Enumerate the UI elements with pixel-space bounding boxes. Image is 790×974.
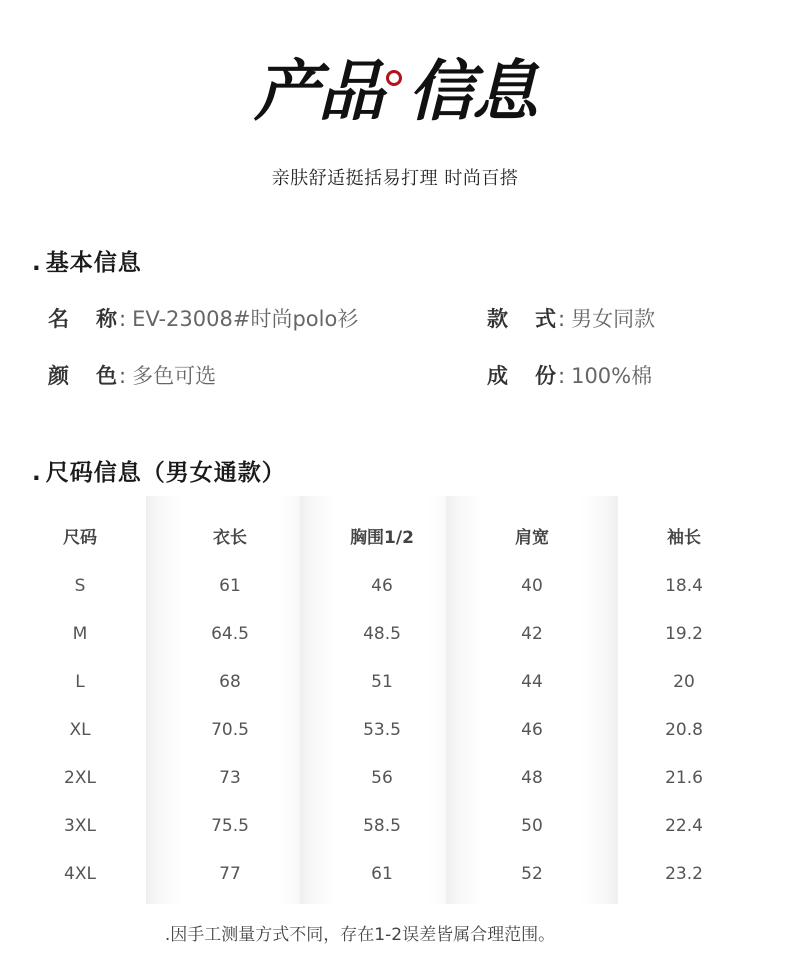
- info-value-style: 男女同款: [571, 307, 656, 331]
- info-value-name: EV-23008#时尚polo衫: [132, 307, 359, 331]
- title-part-info: 信息: [408, 52, 536, 130]
- table-cell: 4XL: [64, 864, 96, 884]
- info-key-char: 色: [96, 364, 117, 388]
- info-key-char: 称: [96, 307, 117, 331]
- table-cell: 50: [521, 816, 543, 836]
- info-key-char: 式: [535, 307, 556, 331]
- table-cell: 52: [521, 864, 543, 884]
- table-cell: 44: [521, 672, 543, 692]
- info-row-name: [48, 303, 358, 333]
- table-cell: 61: [371, 864, 393, 884]
- column-header: 袖长: [667, 528, 701, 548]
- info-row-material: [487, 360, 652, 390]
- info-key-char: 成: [487, 364, 508, 388]
- table-cell: M: [72, 624, 88, 644]
- info-row-color: [48, 360, 216, 390]
- table-cell: 58.5: [363, 816, 401, 836]
- column-header: 肩宽: [515, 528, 549, 548]
- size-table: [0, 496, 770, 904]
- table-cell: 77: [219, 864, 241, 884]
- table-cell: S: [74, 576, 86, 596]
- table-cell: 51: [371, 672, 393, 692]
- info-key: [487, 360, 556, 390]
- table-cell: 64.5: [211, 624, 249, 644]
- table-cell: 75.5: [211, 816, 249, 836]
- table-cell: 68: [219, 672, 241, 692]
- column-header: 胸围1/2: [350, 528, 414, 548]
- size-info-heading: [32, 454, 286, 487]
- table-cell: 22.4: [665, 816, 703, 836]
- table-cell: 19.2: [665, 624, 703, 644]
- info-separator: :: [558, 364, 566, 388]
- table-cell: 53.5: [363, 720, 401, 740]
- table-cell: 73: [219, 768, 241, 788]
- table-cell: 20: [673, 672, 695, 692]
- title-part-product: 产品: [254, 52, 382, 130]
- size-column-sleeve: [602, 496, 766, 904]
- table-cell: 61: [219, 576, 241, 596]
- size-column-chest: [300, 496, 464, 904]
- info-value-material: 100%棉: [571, 364, 653, 388]
- page-title: [0, 48, 790, 134]
- basic-info-heading-text: 基本信息: [45, 250, 142, 276]
- table-cell: L: [75, 672, 85, 692]
- table-cell: 48: [521, 768, 543, 788]
- heading-dot: .: [32, 250, 42, 276]
- info-row-style: [487, 303, 655, 333]
- info-separator: :: [558, 307, 566, 331]
- table-cell: 18.4: [665, 576, 703, 596]
- table-cell: 48.5: [363, 624, 401, 644]
- info-key-char: 名: [48, 307, 69, 331]
- table-cell: 23.2: [665, 864, 703, 884]
- table-cell: 56: [371, 768, 393, 788]
- title-accent-circle: [386, 70, 402, 86]
- heading-dot: .: [32, 460, 42, 486]
- subtitle: 亲肤舒适挺括易打理 时尚百搭: [271, 168, 519, 189]
- table-cell: 70.5: [211, 720, 249, 740]
- size-column-length: [146, 496, 314, 904]
- table-cell: 21.6: [665, 768, 703, 788]
- info-separator: :: [119, 307, 127, 331]
- info-key-char: 款: [487, 307, 508, 331]
- size-column-shoulder: [446, 496, 618, 904]
- table-cell: XL: [69, 720, 91, 740]
- info-key: [487, 303, 556, 333]
- info-key-char: 颜: [48, 364, 69, 388]
- measurement-footnote: .因手工测量方式不同，存在1-2误差皆属合理范围。: [164, 925, 556, 945]
- table-cell: 46: [371, 576, 393, 596]
- column-header: 尺码: [63, 528, 97, 548]
- info-separator: :: [119, 364, 127, 388]
- table-cell: 42: [521, 624, 543, 644]
- table-cell: 3XL: [64, 816, 96, 836]
- info-value-color: 多色可选: [132, 364, 217, 388]
- column-header: 衣长: [213, 528, 247, 548]
- table-cell: 40: [521, 576, 543, 596]
- basic-info-heading: [32, 244, 142, 277]
- size-column-size: [0, 496, 160, 904]
- size-info-heading-text: 尺码信息（男女通款）: [45, 460, 286, 486]
- table-cell: 20.8: [665, 720, 703, 740]
- table-cell: 2XL: [64, 768, 96, 788]
- table-cell: 46: [521, 720, 543, 740]
- info-key: [48, 360, 117, 390]
- info-key-char: 份: [535, 364, 556, 388]
- info-key: [48, 303, 117, 333]
